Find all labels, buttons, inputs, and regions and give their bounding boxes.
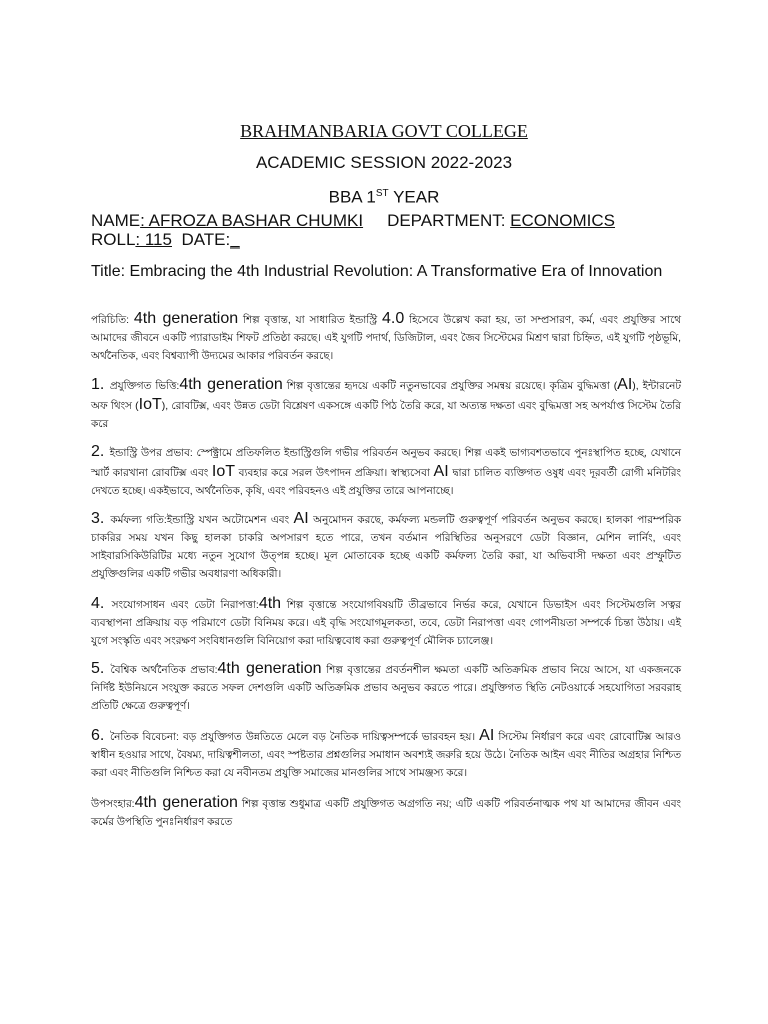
para-text: শিল্প বৃত্তান্তে সংযোগবিষয়টি তীব্রভাবে নির্ভর করে, যেখানে ডিভাইস এবং সিস্টেমগুলি সত্বর ব্যবস্থাপনা প্রক্রিয়ায় বড় পরিমাণে ডেটা বিনিময় করে। এই বৃদ্ধি সংযোগমূলকতা, তবে, ডেটা নিরাপত্তা এবং গোপনীয়তা সম্পর্কে চিন্তা উঠায়। এই যুগে সংস্কৃতি এবং সংরক্ষণ সংবিধানগুলি বিনিয়োগ করা দায়িত্ববোধ করা গুরুত্বপূর্ণ মৌলিক চ্যালেঞ্জ। bbox=[91, 600, 681, 647]
class-year bbox=[0, 183, 768, 209]
para-emph: AI bbox=[479, 727, 495, 744]
para-emph: 4th generation bbox=[217, 660, 322, 677]
para-text: ), রোবটিক্স, এবং উন্নত ডেটা বিশ্লেষণ একসঙ্গে একটি পিঠ তৈরি করে, যা অত্যন্ত দক্ষতা এবং বুদ্ধিমত্তা সহ অপর্যাপ্ত সিস্টেম তৈরি করে bbox=[91, 401, 681, 430]
para-number: 4. bbox=[91, 595, 112, 612]
para-number: 5. bbox=[91, 660, 111, 677]
paragraph-technological-foundation bbox=[91, 376, 681, 434]
para-emph: IoT bbox=[211, 463, 236, 480]
para-lead: প্রযুক্তিগত ভিত্তি: bbox=[109, 381, 180, 392]
para-emph: IoT bbox=[138, 396, 162, 413]
paragraph-connectivity bbox=[91, 595, 681, 651]
para-lead: ইন্ডাস্ট্রি উপর প্রভাব: bbox=[109, 448, 197, 459]
para-emph: 4th bbox=[258, 595, 282, 612]
para-emph: AI bbox=[433, 463, 449, 480]
date-label: DATE: bbox=[181, 230, 231, 249]
roll-value: : 115 bbox=[135, 230, 172, 249]
roll-label: ROLL bbox=[91, 230, 136, 249]
para-text: দ্বারা চালিত ব্যক্তিগত ওষুধ এবং দূরবর্তী রোগী মনিটরিং দেখতে হচ্ছে। একইভাবে, অর্থনৈতিক, কৃষি, এবং পরিবহনও এই প্রযুক্তির তারে আপনাচ্ছে। bbox=[91, 468, 681, 497]
paragraph-workforce bbox=[91, 510, 681, 584]
para-lead: সংযোগসাধন এবং ডেটা নিরাপত্তা: bbox=[111, 600, 259, 611]
para-lead: নৈতিক বিবেচনা: bbox=[109, 732, 184, 743]
class-year-prefix: BBA 1 bbox=[328, 187, 376, 207]
para-lead: উপসংহার: bbox=[91, 799, 135, 810]
para-number: 6. bbox=[91, 727, 110, 744]
para-text: হিসেবে উল্লেখ করা হয়, তা সম্প্রসারণ, কর্ম, এবং প্রযুক্তির সাথে আমাদের জীবনে একটি প্যারাডাইম শিফট প্রতিষ্ঠা করছে। এই যুগটি পদার্থ, ডিজিটাল, এবং জৈব সিস্টেমের মিশ্রণ দ্বারা চিহ্নিত, এই যুগটি পৃষ্ঠভূমি, অর্থনৈতিক, এবং বিশ্বব্যাপী উদ্যমের আকার পরিবর্তন করছে। bbox=[91, 315, 681, 362]
name-value: : AFROZA BASHAR CHUMKI bbox=[140, 211, 364, 230]
paragraph-conclusion bbox=[91, 794, 681, 832]
para-lead: বৈশ্বিক অর্থনৈতিক প্রভাব: bbox=[110, 665, 218, 676]
academic-session: ACADEMIC SESSION 2022-2023 bbox=[255, 153, 513, 172]
paragraph-global-economy bbox=[91, 660, 681, 716]
date-value: _ bbox=[230, 230, 240, 249]
para-text: শিল্প বৃত্তান্ত, যা সাধারিত ইন্ডাস্ট্রি bbox=[238, 315, 382, 326]
name-label: NAME bbox=[91, 211, 141, 230]
paragraph-industry-impact bbox=[91, 443, 681, 501]
class-year-sup: ST bbox=[375, 188, 389, 199]
para-lead: পরিচিতি: bbox=[91, 315, 134, 326]
para-emph: 4.0 bbox=[382, 310, 405, 327]
para-text: অনুমোদন করছে, কর্মফল্য মন্ডলটি গুরুত্বপূর্ণ পরিবর্তন অনুভব করছে। হালকা পারম্পরিক চাকরির সময় যখন কিছু হালকা চাকরি অপসারণ হতে পারে, তখন বর্তমান পরিস্থিতির অনুসরণে ডেটা বিজ্ঞান, মেশিন লার্নিং, এবং সাইবারসিকিউরিটির মধ্যে নতুন সুযোগ উত্পন্ন হচ্ছে। মূল মোতাবেক হচ্ছে একটি কর্মফল্য তৈরি করা, যা অভিবাসী দক্ষতা এবং প্রস্ফুটিত প্রযুক্তিগুলির একটি গভীর অবধারণা অধিকারী। bbox=[91, 515, 681, 580]
class-year-suffix: YEAR bbox=[388, 187, 440, 207]
para-text: ), ইন্টারনেট অফ থিংস ( bbox=[91, 381, 681, 412]
para-emph: 4th generation bbox=[134, 794, 238, 811]
para-text: ইন্ডাস্ট্রি যখন অটোমেশন এবং bbox=[166, 515, 294, 526]
para-text: শিল্প বৃত্তান্তের হৃদয়ে একটি নতুনভাবের প্রযুক্তির সমন্বয় রয়েছে। কৃত্রিম বুদ্ধিমত্তা ( bbox=[282, 381, 618, 392]
para-text: স্পেক্ট্রামে প্রতিফলিত ইন্ডাস্ট্রিগুলি গভীর পরিবর্তন অনুভব করছে। শিল্প একই ভাগ্যবশতভাবে পুনঃস্থাপিত হচ্ছে, যেখানে স্মার্ট কারখানা রোবটিক্স এবং bbox=[91, 448, 681, 479]
para-lead: কর্মফল্য গতি: bbox=[110, 515, 167, 526]
department-value: ECONOMICS bbox=[510, 211, 616, 230]
para-text: ব্যবহার করে সরল উৎপাদন প্রক্রিয়া। স্বাস্থ্যসেবা bbox=[235, 468, 434, 479]
paragraph-ethics bbox=[91, 727, 681, 783]
para-emph: AI bbox=[293, 510, 309, 527]
student-info bbox=[91, 211, 681, 249]
essay-title: Title: Embracing the 4th Industrial Revolution: A Transformative Era of Innovation bbox=[91, 263, 663, 280]
para-text: শিল্প বৃত্তান্তের প্রবর্তনশীল ক্ষমতা একটি অতিক্রমিক প্রভাব নিয়ে আসে, যা একজনকে নির্দিষ্ট ইউনিয়নে সংযুক্ত করতে সফল দেশগুলি একটি অতিক্রমিক প্রভাব অনুভব করতে পারে। প্রযুক্তিগত স্থিতি নেটওয়ার্কে সহযোগিতা সরবরাহ প্রতিটি ক্ষেত্রে গুরুত্বপূর্ণ। bbox=[91, 665, 681, 712]
para-emph: 4th generation bbox=[179, 376, 283, 393]
para-number: 1. bbox=[91, 376, 110, 393]
paragraph-introduction bbox=[91, 310, 681, 366]
para-emph: 4th generation bbox=[133, 310, 239, 327]
college-name: BRAHMANBARIA GOVT COLLEGE bbox=[240, 121, 528, 141]
para-emph: AI bbox=[617, 376, 633, 393]
para-text: শিল্প বৃত্তান্ত শুধুমাত্র একটি প্রযুক্তিগত অগ্রগতি নয়; এটি একটি পরিবর্তনাত্মক পথ যা আমাদের জীবন এবং কর্মের উপস্থিতি পুনঃনির্ধারণ করতে bbox=[91, 799, 681, 828]
para-number: 3. bbox=[91, 510, 111, 527]
para-text: বড় প্রযুক্তিগত উন্নতিতে মেলে বড় নৈতিক দায়িত্বসম্পর্কে ভারবহন হয়। bbox=[183, 732, 480, 743]
department-label: DEPARTMENT: bbox=[387, 211, 511, 230]
para-number: 2. bbox=[91, 443, 110, 460]
para-text: সিস্টেম নির্ধারণ করে এবং রোবোটিক্স আরও স্বাধীন হওয়ার সাথে, বৈষম্য, দায়িত্বশীলতা, এবং স্পষ্টতার প্রশ্নগুলির সমাধান অবশ্যই জরুরি হয়ে উঠে। নৈতিক আইন এবং নীতির অগ্রহার নিশ্চিত করা এবং নীতিগুলি নিশ্চিত করা যে নবীনতম প্রযুক্তি সমাজের মানগুলির সাথে সামঞ্জস্য করে। bbox=[91, 732, 681, 779]
